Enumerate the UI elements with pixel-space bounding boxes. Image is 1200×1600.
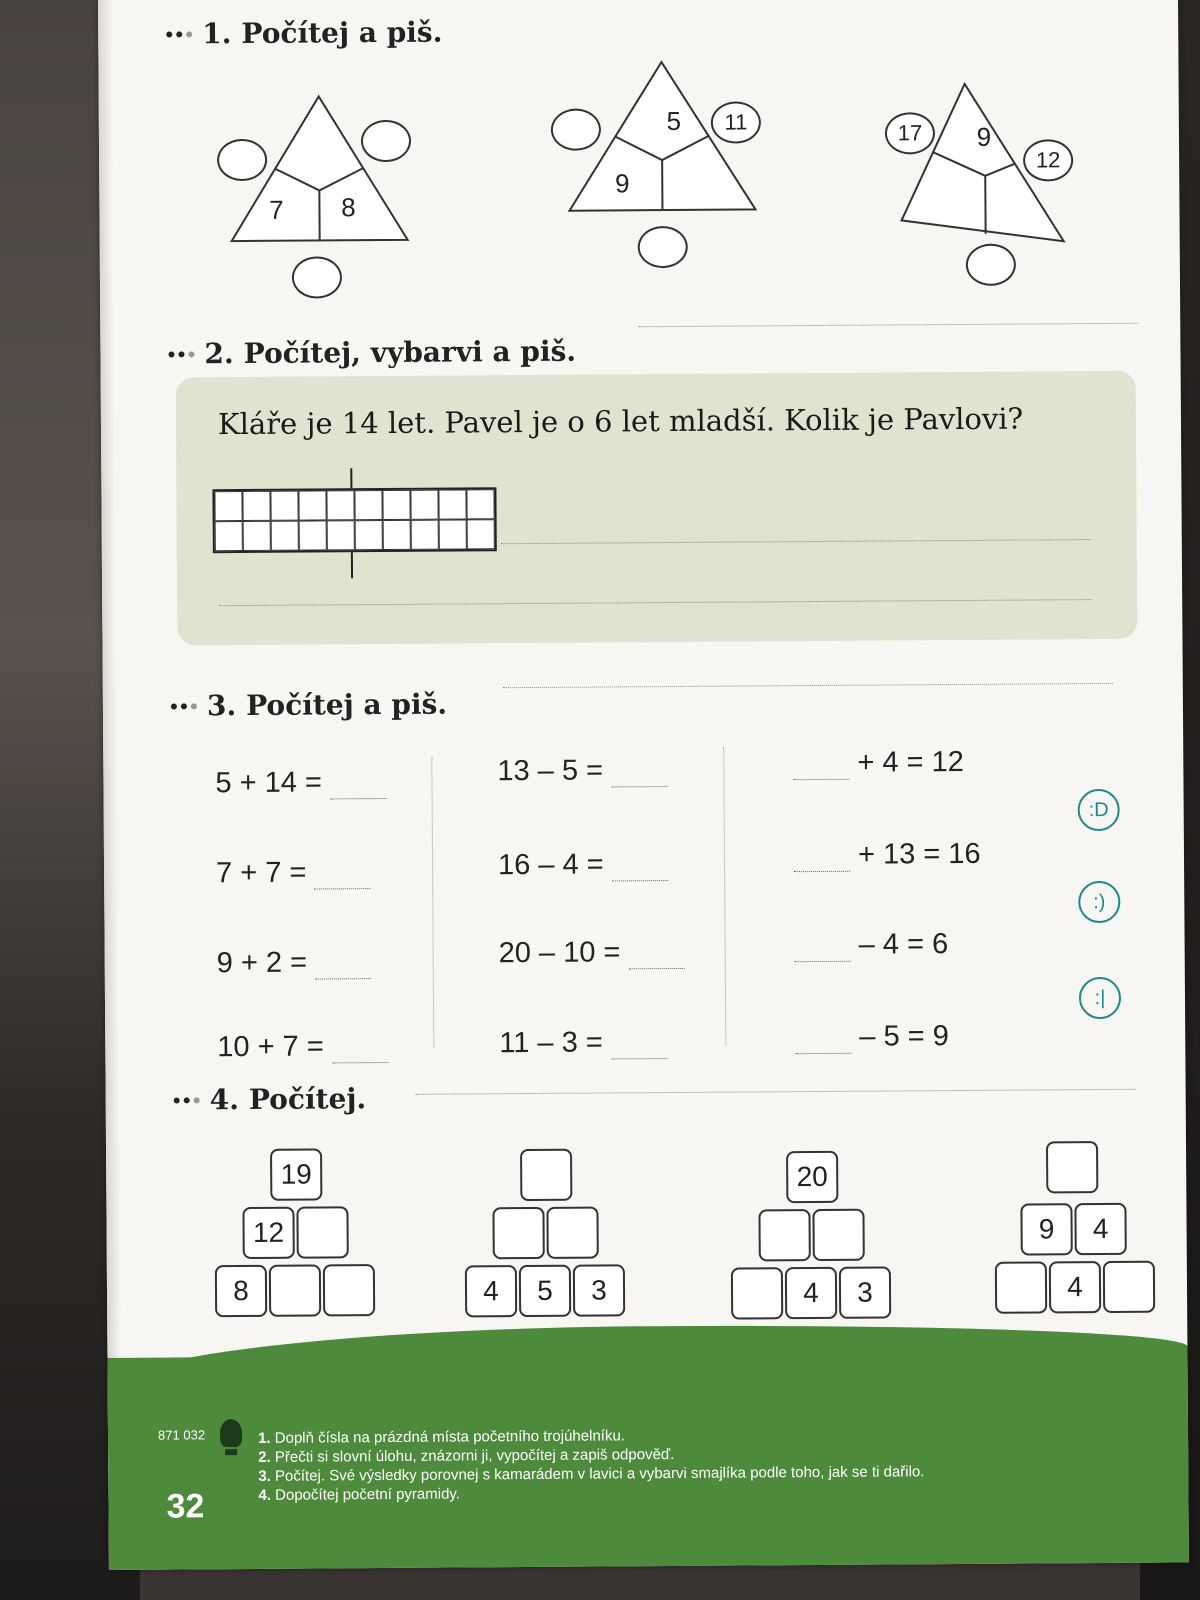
tri2-below-circle[interactable] — [638, 226, 688, 268]
pyramid2-top[interactable] — [520, 1149, 572, 1201]
tri1-right-circle[interactable] — [361, 120, 411, 162]
tri1-left-circle[interactable] — [217, 139, 267, 181]
answer-blank[interactable] — [611, 1058, 667, 1059]
ex4-heading — [174, 1082, 367, 1116]
equation: – 4 = 6 — [795, 928, 949, 962]
difficulty-dots-icon — [171, 703, 197, 709]
page-number: 32 — [166, 1487, 205, 1526]
equation: 9 + 2 = — [217, 946, 372, 980]
ex3-title: Počítej a piš. — [246, 687, 448, 722]
answer-blank[interactable] — [795, 961, 851, 962]
lightbulb-base-icon — [225, 1449, 237, 1455]
ex2-number: 2. — [204, 337, 234, 371]
pyramid2-middle-left[interactable] — [492, 1207, 544, 1259]
word-problem-box — [176, 371, 1138, 646]
equation: 7 + 7 = — [216, 856, 371, 890]
answer-blank[interactable] — [611, 786, 667, 787]
instruction-item: 4. Dopočítej početní pyramidy. — [258, 1485, 460, 1504]
answer-blank[interactable] — [332, 1062, 388, 1063]
tri2-top-inner: 5 — [666, 105, 682, 137]
answer-blank[interactable] — [793, 779, 849, 780]
happy-smiley-icon[interactable]: :D — [1078, 789, 1120, 831]
equation: – 5 = 9 — [795, 1020, 949, 1054]
tri2-right-circle: 11 — [711, 101, 761, 143]
equation: + 13 = 16 — [794, 838, 981, 872]
answer-line[interactable] — [416, 1089, 1136, 1095]
tri1-bottom-left: 7 — [269, 194, 284, 225]
answer-line-2[interactable] — [219, 599, 1091, 606]
ex2-heading — [168, 335, 576, 371]
pyramid1-middle-left: 12 — [242, 1207, 294, 1259]
pyramid3-bottom-left[interactable] — [731, 1267, 783, 1319]
tri1-bottom-right: 8 — [341, 192, 356, 223]
column-separator — [431, 758, 434, 1048]
pyramid1-bottom-right[interactable] — [323, 1264, 375, 1316]
tri3-right-circle: 12 — [1023, 139, 1073, 181]
difficulty-dots-icon — [174, 1097, 200, 1103]
pyramid2-bottom-middle: 5 — [519, 1265, 571, 1317]
product-code: 871 032 — [157, 1427, 206, 1443]
tri3-top-inner: 9 — [976, 121, 992, 152]
word-problem-text: Kláře je 14 let. Pavel je o 6 let mladší. Kolik je Pavlovi? — [217, 401, 1024, 442]
answer-blank[interactable] — [795, 1053, 851, 1054]
equation: 16 – 4 = — [498, 848, 668, 882]
tri2-bottom-left: 9 — [614, 168, 630, 199]
pyramid4-bottom-middle: 4 — [1049, 1261, 1101, 1313]
ex3-number: 3. — [206, 689, 237, 723]
answer-blank[interactable] — [315, 888, 371, 889]
pyramid2-bottom-right: 3 — [573, 1264, 625, 1316]
ex3-heading — [171, 688, 447, 723]
equation: 13 – 5 = — [497, 754, 667, 788]
neutral-smiley-icon[interactable]: :| — [1079, 977, 1121, 1019]
equation: 11 – 3 = — [499, 1026, 667, 1060]
tri3-left-circle: 17 — [885, 112, 935, 154]
smile-smiley-icon[interactable]: :) — [1078, 881, 1120, 923]
answer-line[interactable] — [503, 683, 1113, 688]
ex1-heading — [166, 16, 442, 51]
answer-blank[interactable] — [794, 871, 850, 872]
equation: 10 + 7 = — [217, 1030, 388, 1064]
pyramid2-bottom-left: 4 — [465, 1265, 517, 1317]
pyramid3-middle-left[interactable] — [758, 1209, 810, 1261]
answer-blank[interactable] — [629, 968, 685, 969]
pyramid4-middle-right: 4 — [1074, 1203, 1126, 1255]
answer-blank[interactable] — [330, 798, 386, 799]
pyramid1-bottom-left: 8 — [215, 1265, 267, 1317]
pyramid1-top: 19 — [270, 1148, 322, 1200]
pyramid4-middle-left: 9 — [1020, 1203, 1072, 1255]
equation: 5 + 14 = — [215, 766, 386, 800]
tri1-below-circle[interactable] — [292, 256, 342, 298]
answer-line-1[interactable] — [501, 539, 1091, 544]
instructions — [258, 1424, 925, 1505]
ex4-title: Počítej. — [248, 1082, 367, 1116]
tri3-below-circle[interactable] — [966, 244, 1016, 286]
instruction-item: 3. Počítej. Své výsledky porovnej s kamarádem v lavici a vybarvi smajlíka podle toho, jak se ti dařilo. — [258, 1463, 925, 1485]
difficulty-dots-icon — [168, 351, 194, 357]
pyramid3-bottom-middle: 4 — [785, 1267, 837, 1319]
ex2-title: Počítej, vybarvi a piš. — [243, 334, 577, 370]
pyramid4-top[interactable] — [1046, 1141, 1098, 1193]
counting-grid[interactable] — [212, 487, 496, 553]
pyramid3-middle-right[interactable] — [812, 1209, 864, 1261]
lightbulb-icon — [220, 1419, 242, 1447]
pyramid1-middle-right[interactable] — [296, 1206, 348, 1258]
pyramid4-bottom-left[interactable] — [995, 1261, 1047, 1313]
pyramid3-bottom-right: 3 — [839, 1266, 891, 1318]
instruction-item: 1. Doplň čísla na prázdná místa početního trojúhelníku. — [257, 1427, 626, 1447]
ex4-number: 4. — [209, 1083, 240, 1117]
pyramid2-middle-right[interactable] — [546, 1207, 598, 1259]
ex1-number: 1. — [202, 17, 232, 51]
equation: 20 – 10 = — [499, 936, 685, 970]
workbook-page — [98, 0, 1189, 1570]
instruction-item: 2. Přečti si slovní úlohu, znázorni ji, vypočítej a zapiš odpověď. — [258, 1446, 675, 1466]
pyramid3-top: 20 — [786, 1151, 838, 1203]
answer-blank[interactable] — [612, 880, 668, 881]
answer-line[interactable] — [638, 323, 1138, 327]
ex1-title: Počítej a piš. — [241, 15, 443, 50]
pyramid4-bottom-right[interactable] — [1103, 1261, 1155, 1313]
answer-blank[interactable] — [315, 978, 371, 979]
tri2-left-circle[interactable] — [551, 108, 601, 150]
difficulty-dots-icon — [166, 31, 192, 37]
pyramid1-bottom-middle[interactable] — [269, 1264, 321, 1316]
column-separator — [723, 748, 726, 1046]
equation: + 4 = 12 — [793, 746, 964, 780]
